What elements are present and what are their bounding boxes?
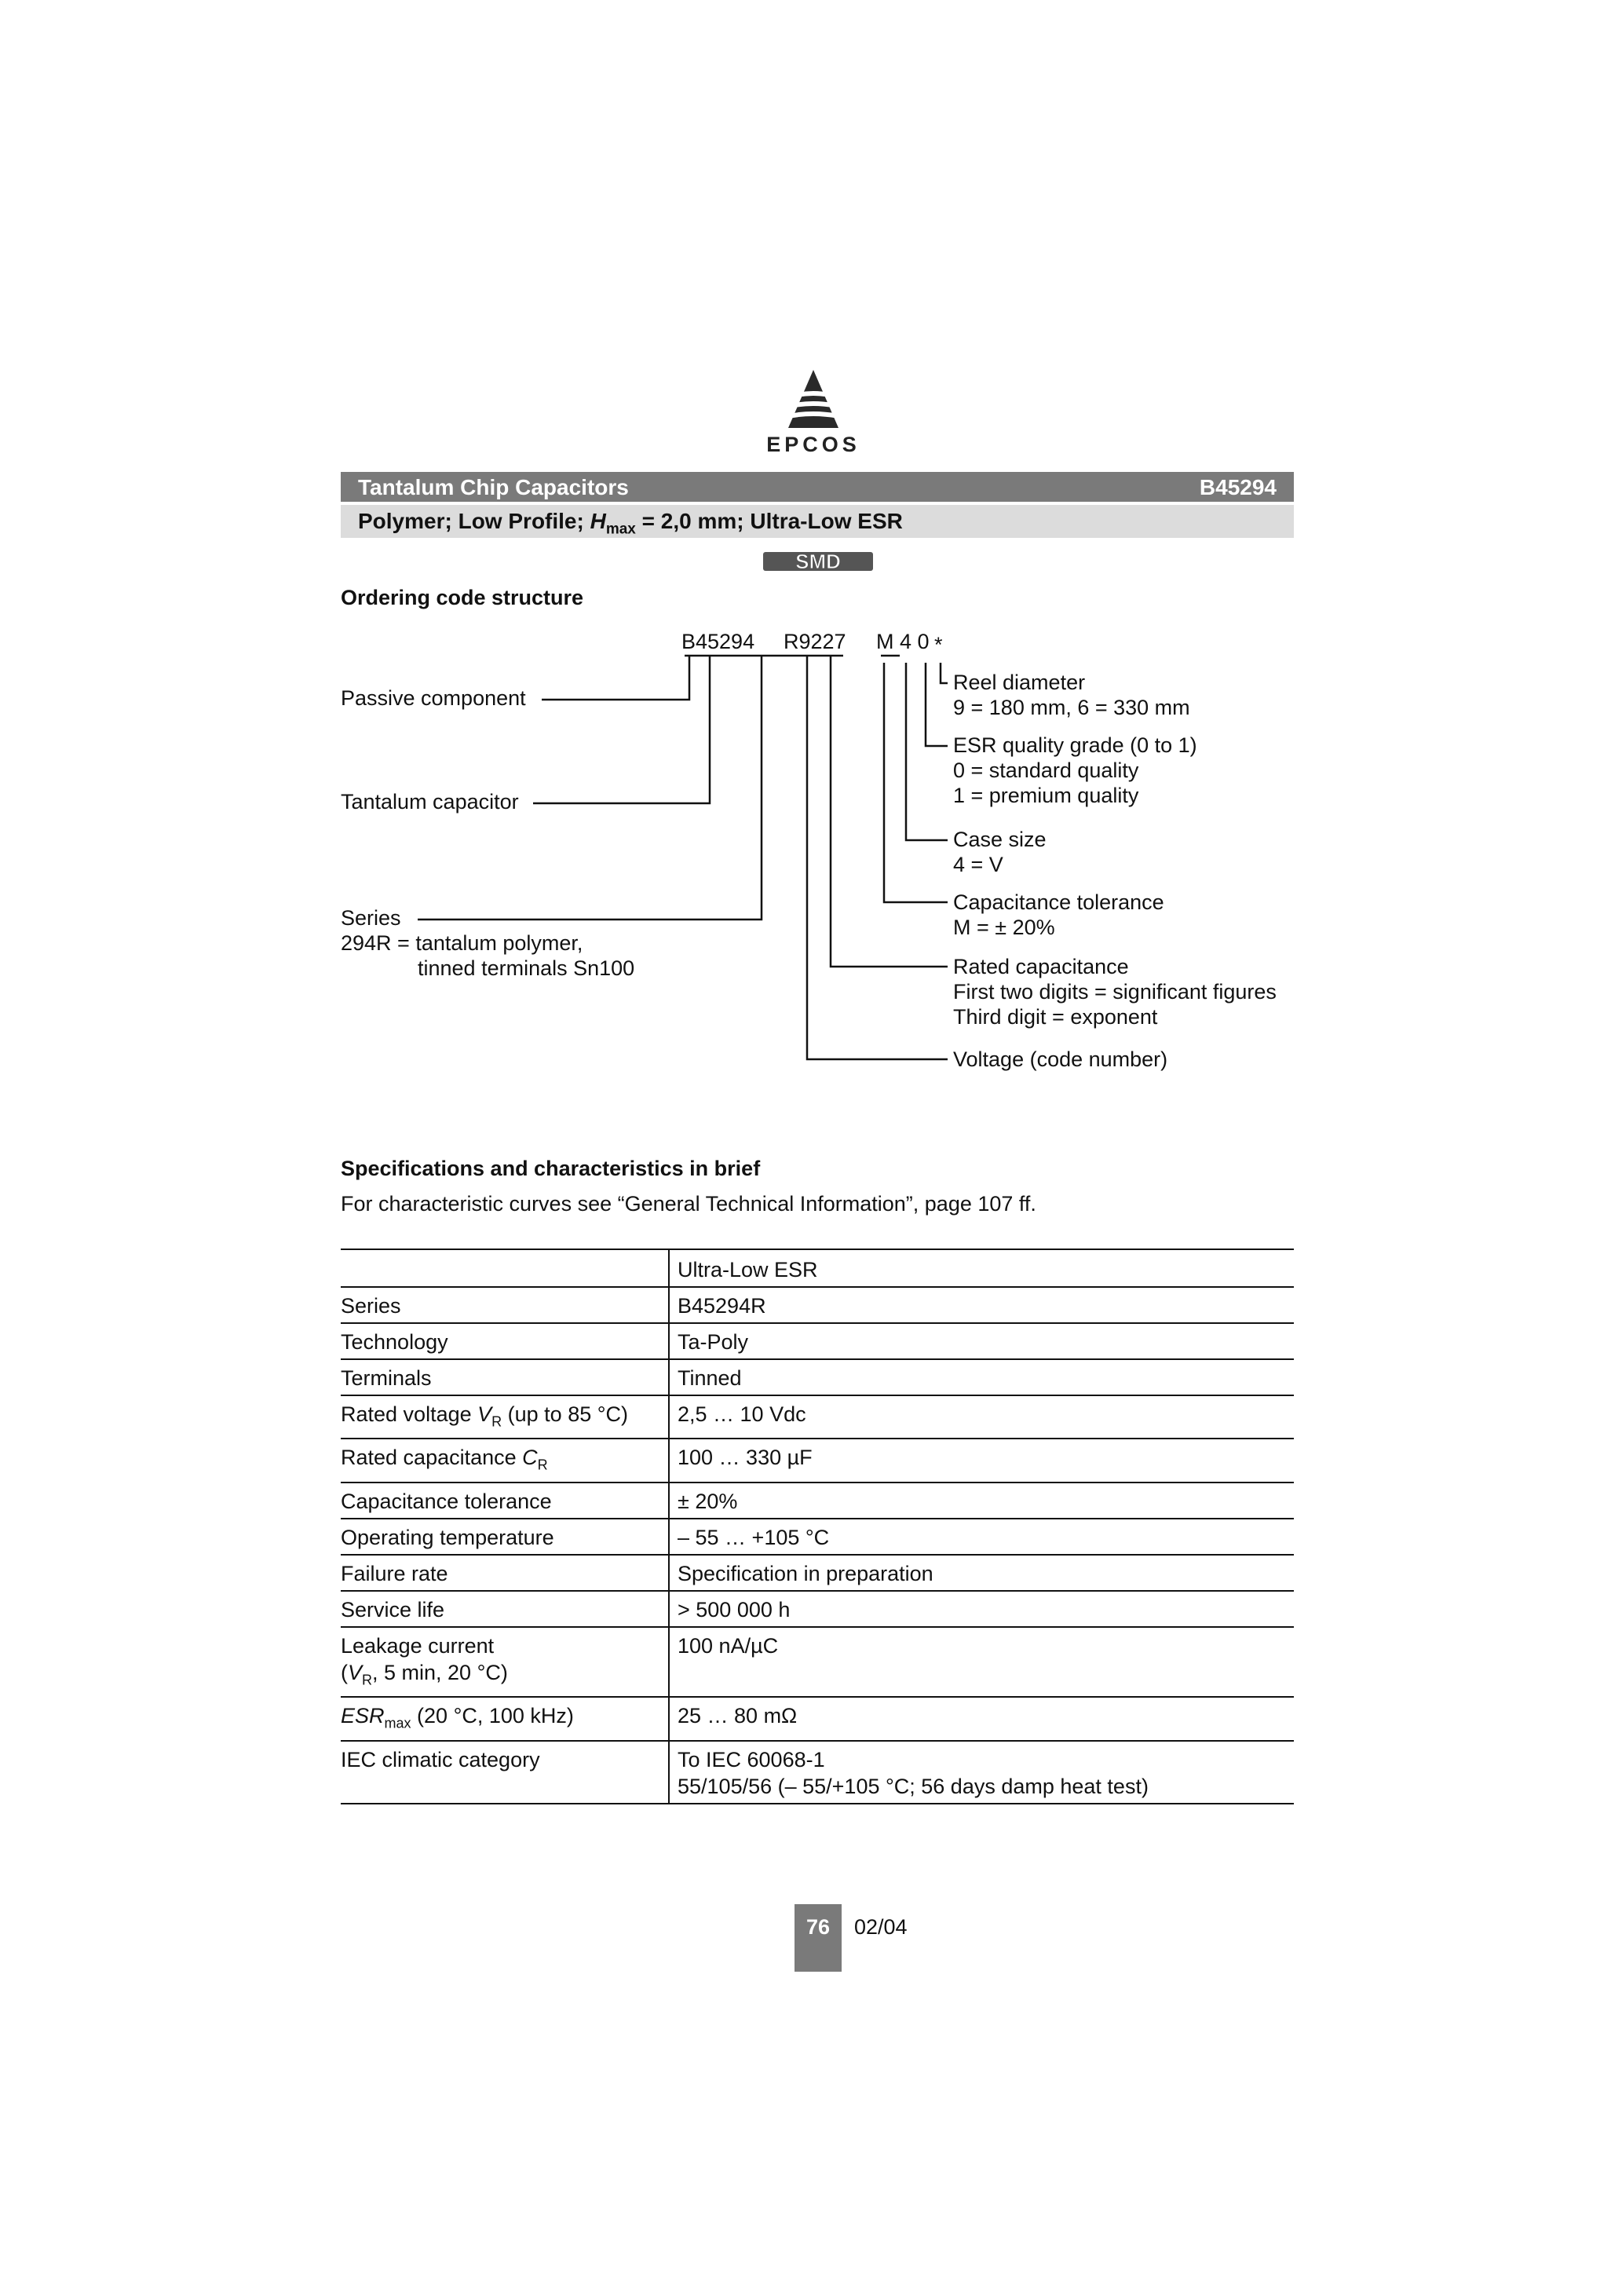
- row-value: Tinned: [669, 1359, 1294, 1395]
- label-tol: Capacitance tolerance: [953, 890, 1164, 914]
- table-row: [341, 1627, 1294, 1697]
- label-cap-l2: First two digits = significant figures: [953, 980, 1277, 1004]
- part-number: B45294: [1199, 475, 1277, 499]
- label-case-l2: 4 = V: [953, 853, 1003, 876]
- row-value: Ta-Poly: [669, 1323, 1294, 1359]
- table-row: [341, 1697, 1294, 1740]
- page-number: 76: [806, 1915, 831, 1939]
- specs-heading: Specifications and characteristics in brief: [341, 1157, 761, 1180]
- row-value: B45294R: [669, 1287, 1294, 1323]
- row-label: Failure rate: [341, 1555, 669, 1591]
- specs-note: For characteristic curves see “General Technical Information”, page 107 ff.: [341, 1192, 1036, 1216]
- row-value: 100 … 330 µF: [669, 1439, 1294, 1482]
- row-label: Series: [341, 1287, 669, 1323]
- table-row: [341, 1439, 1294, 1482]
- label-reel: Reel diameter: [953, 671, 1086, 694]
- label-cap: Rated capacitance: [953, 955, 1129, 978]
- row-label: Technology: [341, 1323, 669, 1359]
- subtitle: Polymer; Low Profile; $H_{max} = 2,0$ mm; Ultra-Low ESR: [358, 509, 903, 538]
- row-label: Leakage current ($V_R$, 5 min, 20 °C): [341, 1627, 669, 1697]
- code-star: *: [934, 633, 943, 656]
- code-part2: R9227: [784, 630, 846, 653]
- row-label: Service life: [341, 1591, 669, 1627]
- label-case: Case size: [953, 828, 1047, 851]
- page-number-box: [795, 1904, 842, 1972]
- table-row: [341, 1555, 1294, 1591]
- ordering-code-diagram: [0, 0, 1622, 1099]
- label-tantalum: Tantalum capacitor: [341, 790, 519, 813]
- row-value: 100 nA/µC: [669, 1627, 1294, 1697]
- row-label: Terminals: [341, 1359, 669, 1395]
- label-esr: ESR quality grade (0 to 1): [953, 733, 1197, 757]
- footer-date: 02/04: [854, 1915, 908, 1939]
- row-value: 25 … 80 mΩ: [669, 1697, 1294, 1740]
- table-row: [341, 1395, 1294, 1439]
- label-esr-l2: 0 = standard quality: [953, 759, 1139, 782]
- label-reel-l2: 9 = 180 mm, 6 = 330 mm: [953, 696, 1190, 719]
- row-label: Operating temperature: [341, 1519, 669, 1555]
- code-part3: M 4 0: [876, 630, 930, 653]
- table-header-blank: [341, 1249, 669, 1287]
- table-row: [341, 1591, 1294, 1627]
- label-series-l2: 294R = tantalum polymer,: [341, 931, 583, 955]
- ordering-heading: Ordering code structure: [341, 586, 584, 609]
- row-label: IEC climatic category: [341, 1741, 669, 1804]
- label-tol-l2: M = ± 20%: [953, 916, 1055, 939]
- label-series: Series: [341, 906, 401, 930]
- row-label: Capacitance tolerance: [341, 1483, 669, 1519]
- label-series-l3: tinned terminals Sn100: [418, 956, 635, 980]
- label-passive: Passive component: [341, 686, 526, 710]
- row-value: > 500 000 h: [669, 1591, 1294, 1627]
- label-cap-l3: Third digit = exponent: [953, 1005, 1158, 1029]
- table-row: [341, 1287, 1294, 1323]
- table-row: [341, 1359, 1294, 1395]
- specs-table: [341, 1249, 1294, 1804]
- row-value: Specification in preparation: [669, 1555, 1294, 1591]
- table-header-ultra-low-esr: Ultra-Low ESR: [669, 1249, 1294, 1287]
- row-value: ± 20%: [669, 1483, 1294, 1519]
- row-value: – 55 … +105 °C: [669, 1519, 1294, 1555]
- table-header-row: [341, 1249, 1294, 1287]
- table-row: [341, 1741, 1294, 1804]
- row-label: Rated voltage $V_R$ (up to 85 °C): [341, 1395, 669, 1439]
- table-row: [341, 1519, 1294, 1555]
- table-row: [341, 1323, 1294, 1359]
- product-title: Tantalum Chip Capacitors: [358, 475, 629, 499]
- label-esr-l3: 1 = premium quality: [953, 784, 1139, 807]
- row-value: To IEC 60068-1 55/105/56 (– 55/+105 °C; 56 days damp heat test): [669, 1741, 1294, 1804]
- logo-wordmark: EPCOS: [766, 433, 860, 456]
- label-volt: Voltage (code number): [953, 1047, 1168, 1071]
- code-part1: B45294: [681, 630, 755, 653]
- table-row: [341, 1483, 1294, 1519]
- row-label: $ESR_{max}$ (20 °C, 100 kHz): [341, 1697, 669, 1740]
- smd-badge-label: SMD: [795, 550, 841, 573]
- row-label: Rated capacitance $C_R$: [341, 1439, 669, 1482]
- row-value: 2,5 … 10 Vdc: [669, 1395, 1294, 1439]
